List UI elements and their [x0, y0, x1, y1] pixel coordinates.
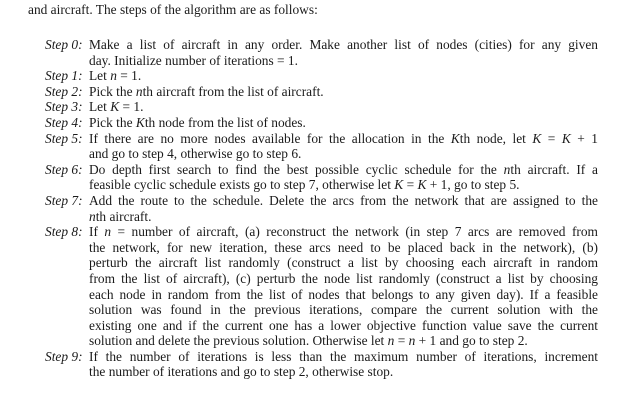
step-text: [89, 68, 598, 84]
step-line: Pick the nth aircraft from the list of aircraft.: [89, 83, 324, 99]
step-label: Step 6:: [45, 161, 83, 177]
step-text: [89, 115, 598, 131]
step-8: [28, 224, 598, 349]
step-1: [28, 68, 598, 84]
step-line: the number of iterations and go to step 2, otherwise stop.: [89, 364, 394, 380]
step-0: [28, 37, 598, 68]
step-text: [89, 99, 598, 115]
step-label: Step 2:: [45, 83, 83, 99]
step-label: Step 8:: [45, 224, 83, 240]
step-line: Let n = 1.: [89, 68, 142, 84]
step-line: Make a list of aircraft in any order. Make another list of nodes (cities) for any given: [89, 37, 598, 52]
step-3: [28, 99, 598, 115]
step-line: Add the route to the schedule. Delete the arcs from the network that are assigned to the: [89, 192, 598, 208]
step-line: and go to step 4, otherwise go to step 6.: [89, 146, 302, 162]
step-line: Pick the Kth node from the list of nodes.: [89, 114, 306, 130]
step-line: solution was found in the previous iterations, compare the current solution with the: [89, 302, 598, 318]
step-label: Step 1:: [45, 68, 83, 84]
step-2: [28, 84, 598, 100]
step-4: [28, 115, 598, 131]
step-line: If the number of iterations is less than the maximum number of iterations, increment: [89, 348, 598, 364]
step-line: each node in random from the list of nodes that belongs to any given day). If a feasible: [89, 286, 598, 302]
step-line: day. Initialize number of iterations = 1.: [89, 52, 298, 68]
step-line: Let K = 1.: [89, 99, 144, 115]
step-text: [89, 37, 598, 68]
step-label: Step 3:: [45, 99, 83, 115]
intro-sentence: and aircraft. The steps of the algorithm are as follows:: [28, 2, 318, 17]
step-text: [89, 193, 598, 224]
step-line: existing one and if the current one has a lower objective function value save the current: [89, 317, 598, 333]
step-5: [28, 131, 598, 162]
step-9: [28, 349, 598, 380]
step-text: [89, 131, 598, 162]
step-label: Step 4:: [45, 114, 83, 130]
step-text: [89, 162, 598, 193]
step-line: solution and delete the previous solution. Otherwise let n = n + 1 and go to step 2.: [89, 333, 528, 349]
step-text: [89, 349, 598, 380]
step-line: the network, for new iteration, these arcs need to be placed back in the network), (b): [89, 239, 598, 255]
step-line: Do depth first search to find the best possible cyclic schedule for the nth aircraft. If a: [89, 161, 598, 177]
step-text: [89, 84, 598, 100]
step-line: perturb the aircraft list randomly (construct a list by choosing each aircraft in random: [89, 255, 598, 271]
step-6: [28, 162, 598, 193]
step-label: Step 0:: [45, 37, 83, 52]
step-line: If n = number of aircraft, (a) reconstruct the network (in step 7 arcs are removed from: [89, 224, 598, 240]
step-line: nth aircraft.: [89, 208, 152, 224]
step-text: [89, 224, 598, 349]
algorithm-steps: [28, 37, 598, 380]
step-line: from the list of aircraft), (c) perturb the node list randomly (construct a list by choosing: [89, 270, 598, 286]
step-line: feasible cyclic schedule exists go to step 7, otherwise let K = K + 1, go to step 5.: [89, 177, 520, 193]
step-label: Step 7:: [45, 192, 83, 208]
step-label: Step 9:: [45, 348, 83, 364]
step-label: Step 5:: [45, 130, 83, 146]
step-line: If there are no more nodes available for the allocation in the Kth node, let K = K + 1: [89, 130, 598, 146]
step-7: [28, 193, 598, 224]
